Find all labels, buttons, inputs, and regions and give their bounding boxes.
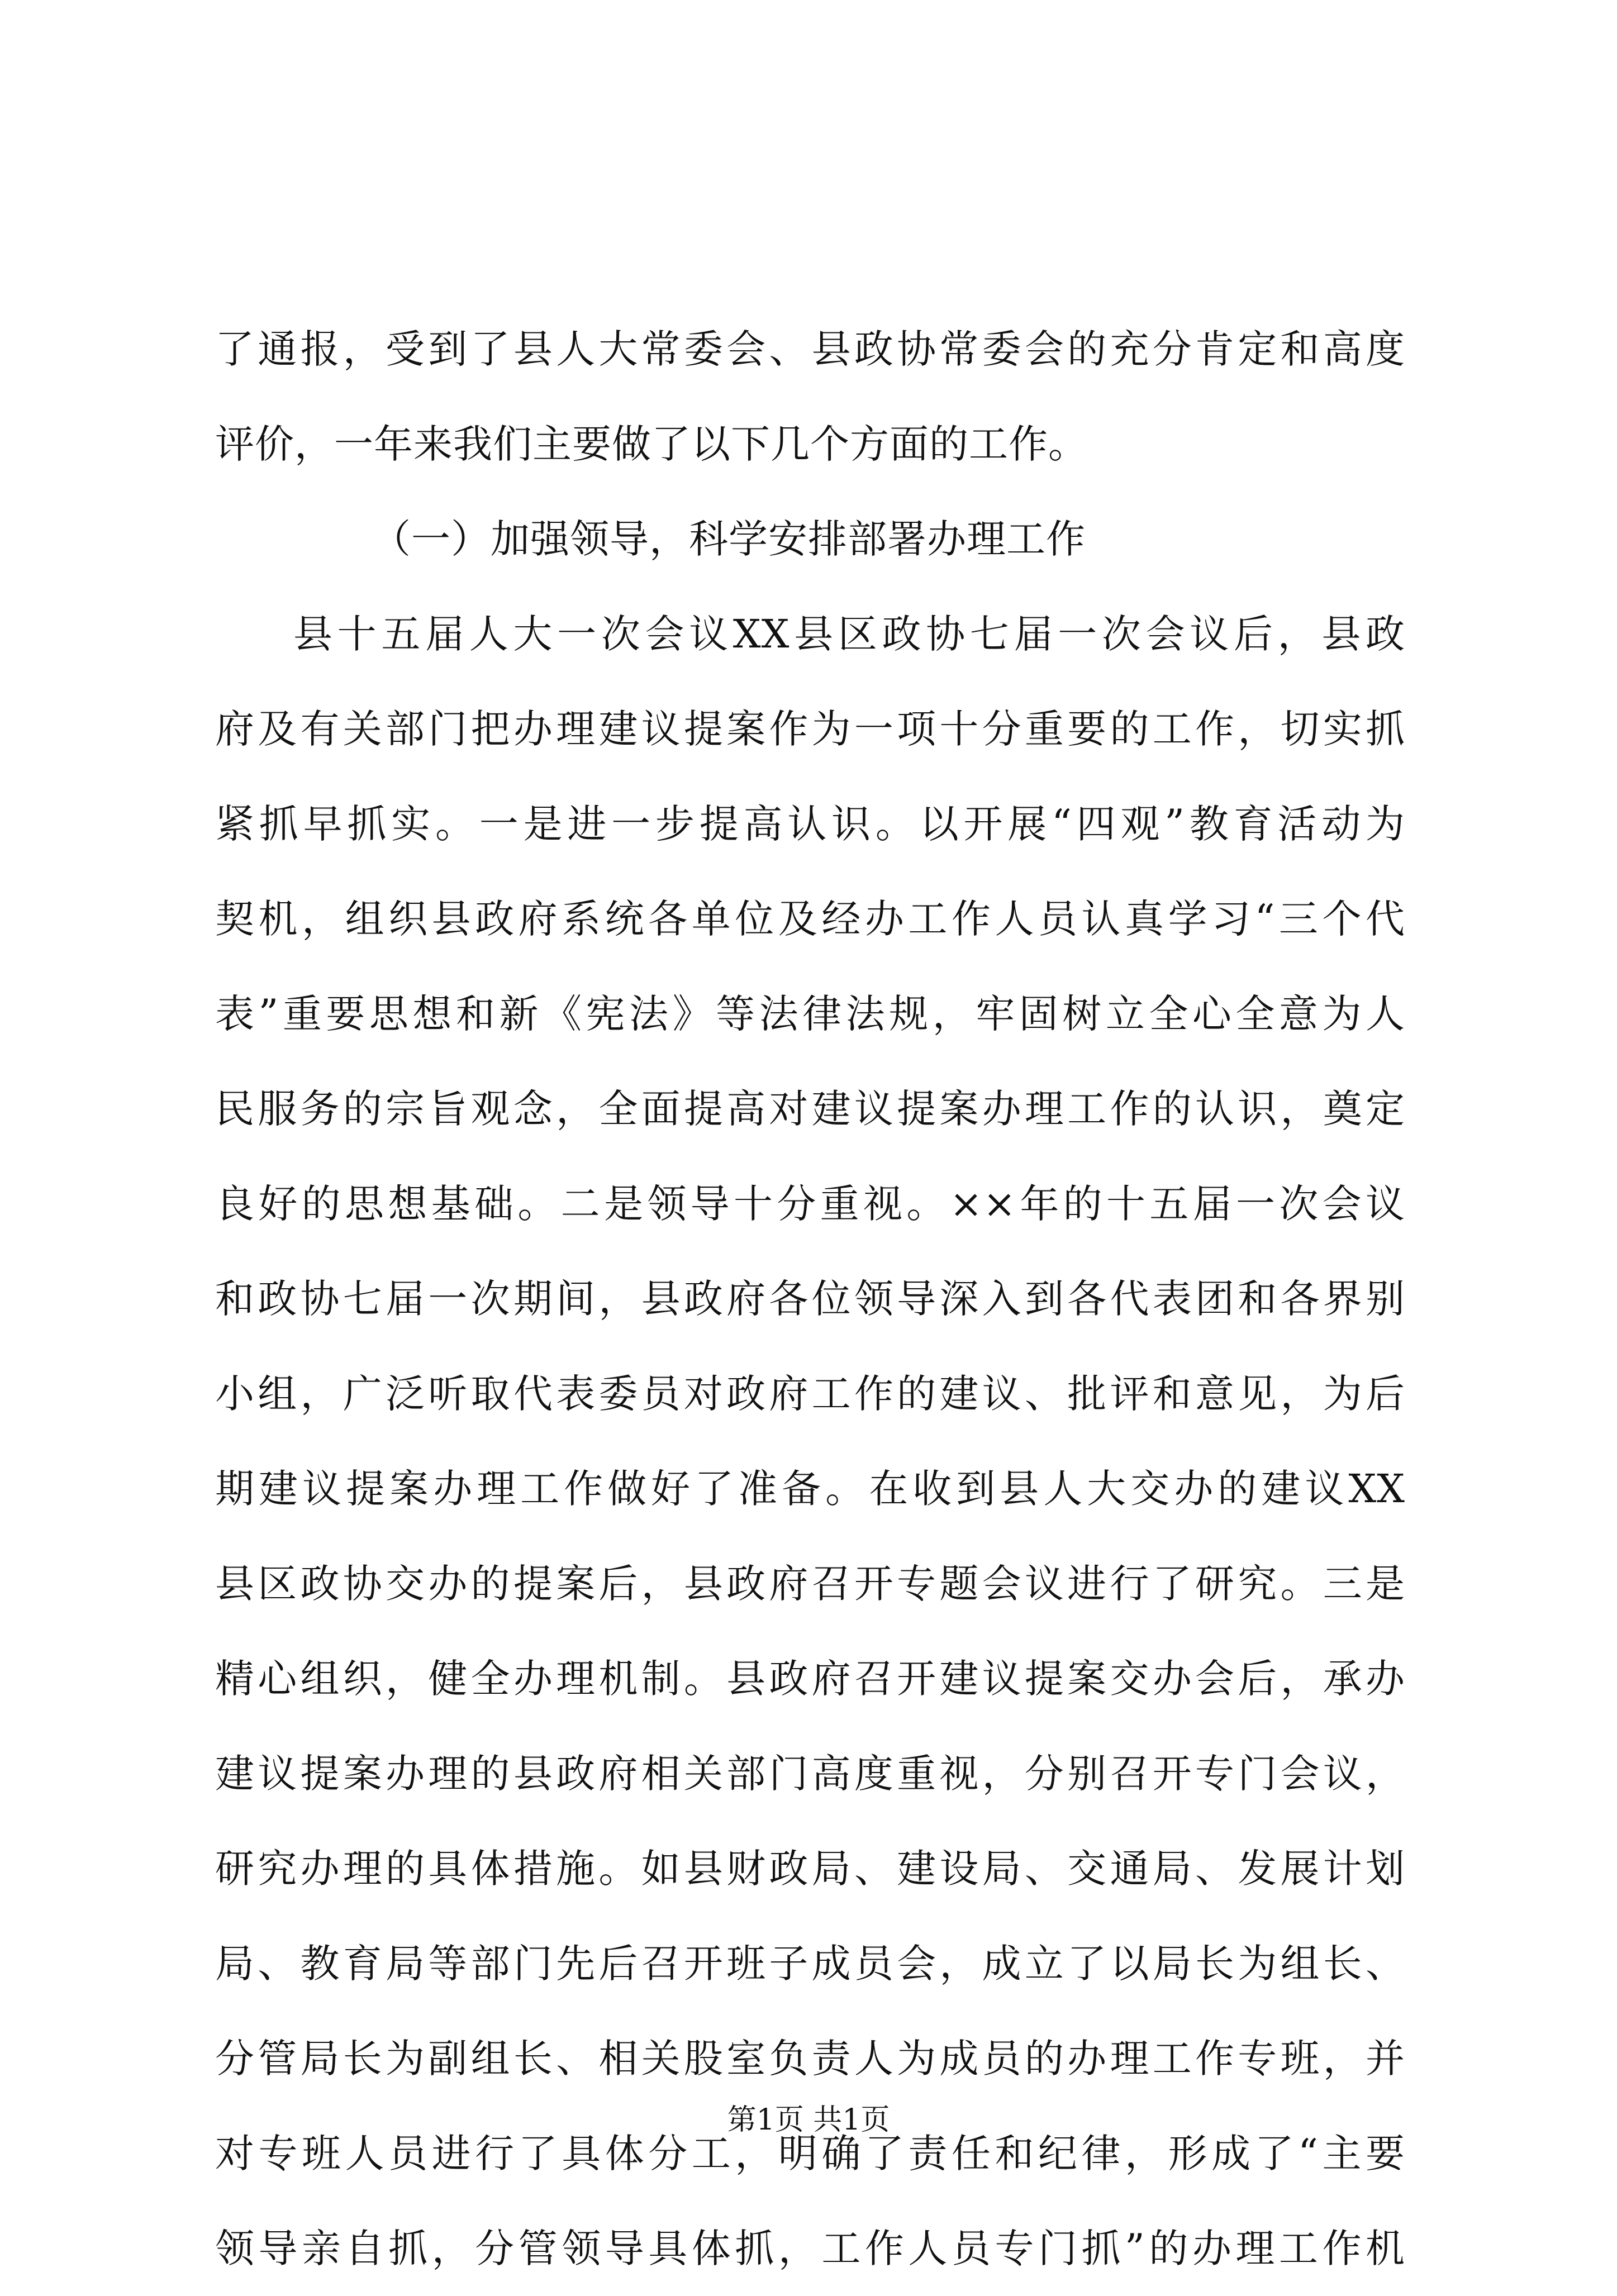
body-line: 建议提案办理的县政府相关部门高度重视，分别召开专门会议，: [215, 1751, 1405, 1797]
body-line: 契机，组织县政府系统各单位及经办工作人员认真学习“三个代: [215, 896, 1405, 942]
body-line: 局、教育局等部门先后召开班子成员会，成立了以局长为组长、: [215, 1941, 1405, 1987]
body-line: 紧抓早抓实。一是进一步提高认识。以开展“四观”教育活动为: [215, 801, 1405, 847]
body-line: 研究办理的具体措施。如县财政局、建设局、交通局、发展计划: [215, 1846, 1405, 1892]
body-line: 良好的思想基础。二是领导十分重视。××年的十五届一次会议: [215, 1181, 1405, 1227]
body-line: 县区政协交办的提案后，县政府召开专题会议进行了研究。三是: [215, 1561, 1405, 1607]
paragraph-first-line: 县十五届人大一次会议XX县区政协七届一次会议后，县政: [293, 611, 1405, 657]
body-line: 期建议提案办理工作做好了准备。在收到县人大交办的建议XX: [215, 1466, 1405, 1512]
section-heading: （一）加强领导，科学安排部署办理工作: [372, 516, 1086, 562]
body-line: 府及有关部门把办理建议提案作为一项十分重要的工作，切实抓: [215, 706, 1405, 752]
page-footer: 第1页 共1页: [727, 2103, 890, 2137]
body-line: 小组，广泛听取代表委员对政府工作的建议、批评和意见，为后: [215, 1371, 1405, 1417]
body-line: 表”重要思想和新《宪法》等法律法规，牢固树立全心全意为人: [215, 991, 1405, 1037]
document-body: [215, 302, 1405, 2296]
body-line: 对专班人员进行了具体分工，明确了责任和纪律，形成了“主要: [215, 2131, 1405, 2176]
body-line: 领导亲自抓，分管领导具体抓，工作人员专门抓”的办理工作机: [215, 2226, 1405, 2271]
body-line: 分管局长为副组长、相关股室负责人为成员的办理工作专班，并: [215, 2036, 1405, 2081]
body-line: 了通报，受到了县人大常委会、县政协常委会的充分肯定和高度: [215, 326, 1405, 372]
body-line: 评价，一年来我们主要做了以下几个方面的工作。: [215, 421, 1088, 467]
body-line: 和政协七届一次期间，县政府各位领导深入到各代表团和各界别: [215, 1276, 1405, 1322]
body-line: 民服务的宗旨观念，全面提高对建议提案办理工作的认识，奠定: [215, 1086, 1405, 1132]
body-line: 精心组织，健全办理机制。县政府召开建议提案交办会后，承办: [215, 1656, 1405, 1702]
